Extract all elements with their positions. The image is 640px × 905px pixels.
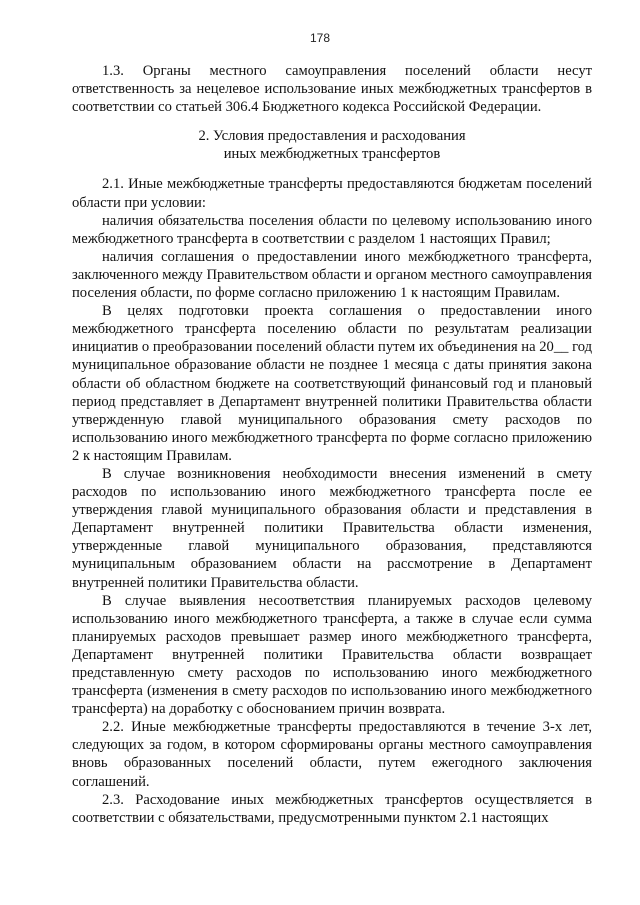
paragraph-2-3: 2.3. Расходование иных межбюджетных трансфертов осуществляется в соответствии с обязательствами, предусмотренными пунктом 2.1 настоящих bbox=[72, 791, 592, 826]
paragraph-estimate-return: В случае выявления несоответствия планируемых расходов целевому использованию иного межбюджетного трансферта, а также в случае если сумма планируемых расходов превышает размер иного межбюджетного трансферта, Департамент внутренней политики Правительства области возвращает представленную смету расходов по использованию иного межбюджетного трансферта (изменения в смету расходов по использованию иного межбюджетного трансферта) на доработку с обоснованием причин возврата. bbox=[72, 592, 592, 718]
paragraph-estimate-changes: В случае возникновения необходимости внесения изменений в смету расходов по использованию иного межбюджетного трансферта после ее утверждения главой муниципального образования области и представления в Департамент внутренней политики Правительства области изменения, утвержденные главой муниципального образования, представляются муниципальным образованием области на рассмотрение в Департамент внутренней политики Правительства области. bbox=[72, 465, 592, 591]
section-2-heading bbox=[72, 127, 592, 163]
section-heading-line-2: иных межбюджетных трансфертов bbox=[223, 146, 441, 163]
document-body bbox=[72, 62, 592, 827]
paragraph-2-1: 2.1. Иные межбюджетные трансферты предоставляются бюджетам поселений области при условии: bbox=[72, 176, 592, 211]
paragraph-condition-agreement: наличия соглашения о предоставлении иного межбюджетного трансферта, заключенного между Правительством области и органом местного самоуправления поселения области, по форме согласно приложению 1 к настоящим Правилам. bbox=[72, 248, 592, 302]
page-number: 178 bbox=[309, 31, 331, 45]
paragraph-1-3: 1.3. Органы местного самоуправления поселений области несут ответственность за нецелевое использование иных межбюджетных трансфертов в соответствии со статьей 306.4 Бюджетного кодекса Российской Федерации. bbox=[72, 63, 592, 116]
paragraph-condition-obligation: наличия обязательства поселения области по целевому использованию иного межбюджетного трансферта в соответствии с разделом 1 настоящих Правил; bbox=[72, 212, 592, 247]
paragraph-estimate-preparation: В целях подготовки проекта соглашения о предоставлении иного межбюджетного трансферта поселению области по результатам реализации инициатив о преобразовании поселений области путем их объединения на 20__ год муниципальное образование области не позднее 1 месяца с даты принятия закона области об областном бюджете на соответствующий финансовый год и плановый период представляет в Департамент внутренней политики Правительства области утвержденную главой муниципального образования смету расходов по использованию иного межбюджетного трансферта по форме согласно приложению 2 к настоящим Правилам. bbox=[72, 303, 592, 464]
paragraph-2-2: 2.2. Иные межбюджетные трансферты предоставляются в течение 3-х лет, следующих за годом, в котором сформированы органы местного самоуправления вновь образованных поселений области, путем ежегодного заключения соглашений. bbox=[72, 719, 592, 790]
section-heading-line-1: 2. Условия предоставления и расходования bbox=[198, 128, 466, 145]
